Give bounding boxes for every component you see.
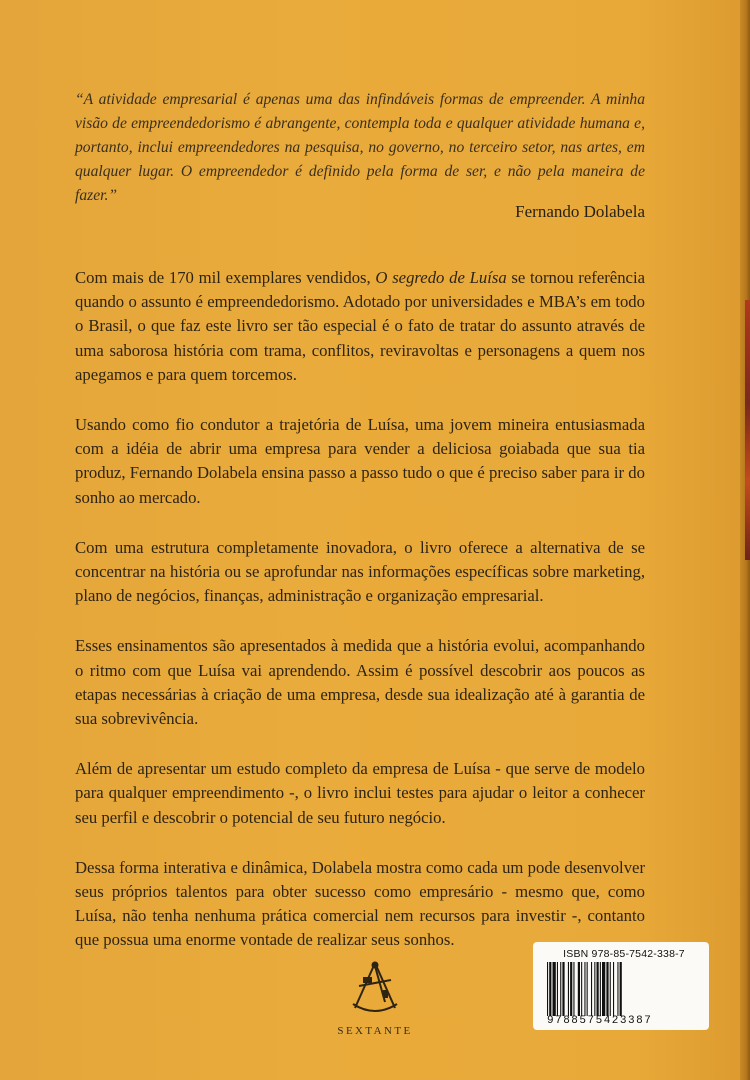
spine-pattern bbox=[745, 300, 750, 560]
barcode-bar bbox=[560, 962, 561, 1016]
publisher-name: SEXTANTE bbox=[337, 1025, 413, 1037]
epigraph-quote: “A atividade empresarial é apenas uma das infindáveis formas de empreender. A minha visão de empreendedorismo é abrangente, contempla toda e qualquer atividade humana e, portanto, inclui empreendedores na pesquisa, no governo, no terceiro setor, nas artes, em qualquer lugar. O empreendedor é definido pela forma de ser, e não pela maneira de fazer.” bbox=[75, 91, 645, 204]
barcode-bars bbox=[547, 962, 699, 1016]
barcode-label bbox=[533, 942, 709, 1030]
barcode-bar bbox=[606, 962, 608, 1016]
barcode-bar bbox=[584, 962, 585, 1016]
barcode-bar bbox=[591, 962, 592, 1016]
paragraph-1-text-cont: se tornou referência quando o assunto é empreendedorismo. Adotado por universidades e MBA’s em todo o Brasil, o que faz este livro ser tão especial é o fato de tratar do assunto através de uma saborosa história com trama, conflitos, reviravoltas e personagens a quem nos apegamos e para quem torcemos. bbox=[75, 268, 645, 384]
barcode-bar bbox=[562, 962, 564, 1016]
barcode-bar bbox=[578, 962, 580, 1016]
isbn-text: ISBN 978-85-7542-338-7 bbox=[563, 948, 685, 960]
barcode-bar bbox=[573, 962, 574, 1016]
barcode-bar bbox=[570, 962, 572, 1016]
barcode-bar bbox=[600, 962, 601, 1016]
paragraph-5: Além de apresentar um estudo completo da empresa de Luísa - que serve de modelo para qualquer empreendimento -, o livro inclui testes para ajudar o leitor a conhecer seu perfil e descobrir o potencial de seu futuro negócio. bbox=[75, 759, 645, 827]
blurb-body bbox=[75, 266, 645, 979]
quote-author: Fernando Dolabela bbox=[515, 202, 645, 221]
barcode-bar bbox=[594, 962, 595, 1016]
barcode-number: 9788575423387 bbox=[547, 1015, 653, 1027]
barcode-bar bbox=[587, 962, 588, 1016]
barcode-bar bbox=[597, 962, 599, 1016]
paragraph-1 bbox=[75, 266, 645, 387]
book-title: O segredo de Luísa bbox=[375, 268, 507, 287]
publisher-logo bbox=[330, 960, 420, 1037]
paragraph-2: Usando como fio condutor a trajetória de Luísa, uma jovem mineira entusiasmada com a idéia de abrir uma empresa para vender a deliciosa goiabada que sua tia produz, Fernando Dolabela ensina passo a passo tudo o que é preciso saber para ir do sonho ao mercado. bbox=[75, 415, 645, 507]
barcode-bar bbox=[610, 962, 611, 1016]
paragraph-4: Esses ensinamentos são apresentados à medida que a história evolui, acompanhando o ritmo com que Luísa vai aprendendo. Assim é possível descobrir aos poucos as etapas necessárias à criação de uma empresa, desde sua idealização até à garantia de sua sobrevivência. bbox=[75, 636, 645, 729]
barcode-bar bbox=[602, 962, 605, 1016]
barcode-bar bbox=[549, 962, 551, 1016]
paragraph-3: Com uma estrutura completamente inovadora, o livro oferece a alternativa de se concentrar na história ou se aprofundar nas informações específicas sobre marketing, plano de negócios, finanças, administração e organização empresarial. bbox=[75, 537, 645, 606]
barcode-bar bbox=[547, 962, 548, 1016]
paragraph-6: Dessa forma interativa e dinâmica, Dolabela mostra como cada um pode desenvolver seus próprios talentos para obter sucesso como empresário - mesmo que, como Luísa, não tenha nenhuma prática comercial nem recursos para investir -, contanto que possua uma enorme vontade de realizar seus sonhos. bbox=[75, 857, 645, 950]
barcode-bar bbox=[581, 962, 582, 1016]
barcode-bar bbox=[613, 962, 614, 1016]
barcode-bar bbox=[620, 962, 622, 1016]
paragraph-1-text: Com mais de 170 mil exemplares vendidos, bbox=[75, 268, 376, 287]
barcode-bar bbox=[568, 962, 569, 1016]
barcode-bar bbox=[557, 962, 558, 1016]
barcode-bar bbox=[617, 962, 618, 1016]
barcode-bar bbox=[553, 962, 556, 1016]
sextant-icon bbox=[345, 960, 405, 1018]
